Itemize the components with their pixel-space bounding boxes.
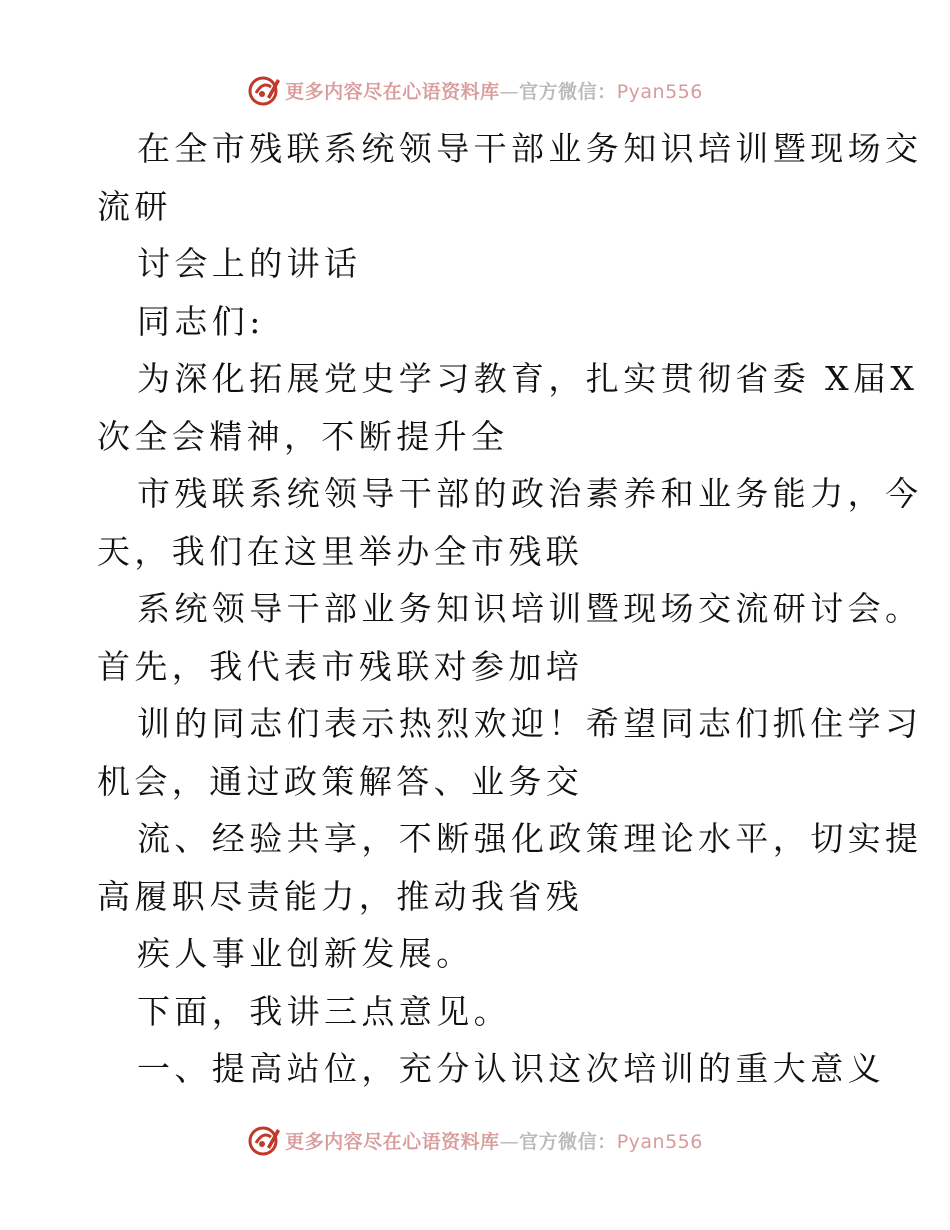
watermark-main-text: 更多内容尽在心语资料库 [285,1130,500,1153]
watermark-wechat-id: Pyan556 [616,80,703,103]
paragraph-line: 市残联系统领导干部的政治素养和业务能力，今 [137,474,923,513]
watermark-suffix: 官方微信： [519,80,617,103]
paragraph-line: 高履职尽责能力，推动我省残 [97,876,584,916]
paragraph-line: 下面，我讲三点意见。 [137,991,511,1031]
title-line-1: 在全市残联系统领导干部业务知识培训暨现场交 [137,129,923,168]
brand-logo-icon [247,1123,281,1157]
paragraph-line: 天，我们在这里举办全市残联 [97,531,584,571]
paragraph-line: 次全会精神，不断提升全 [97,416,509,456]
watermark-dash: — [499,80,520,103]
watermark-text [285,77,703,104]
header-watermark [0,70,950,110]
brand-logo-icon [247,73,281,107]
paragraph-line: 系统领导干部业务知识培训暨现场交流研讨会。 [137,589,923,628]
section-heading: 一、提高站位，充分认识这次培训的重大意义 [137,1049,885,1088]
paragraph-line: 疾人事业创新发展。 [137,934,474,973]
paragraph-line: 为深化拓展党史学习教育，扎实贯彻省委 X届X [137,359,919,398]
watermark-dash: — [499,1130,520,1153]
title-line-3: 讨会上的讲话 [137,244,362,283]
watermark-wechat-id: Pyan556 [616,1130,703,1153]
watermark-text [285,1127,703,1154]
paragraph-line: 机会，通过政策解答、业务交 [97,761,584,801]
paragraph-line: 流、经验共享，不断强化政策理论水平，切实提 [137,819,923,858]
salutation: 同志们: [137,301,265,341]
watermark-suffix: 官方微信： [519,1130,617,1153]
watermark-main-text: 更多内容尽在心语资料库 [285,80,500,103]
paragraph-line: 首先，我代表市残联对参加培 [97,646,584,686]
document-body [97,120,923,1098]
footer-watermark [0,1120,950,1160]
paragraph-line: 训的同志们表示热烈欢迎！希望同志们抓住学习 [137,704,923,743]
title-line-2: 流研 [97,186,172,226]
